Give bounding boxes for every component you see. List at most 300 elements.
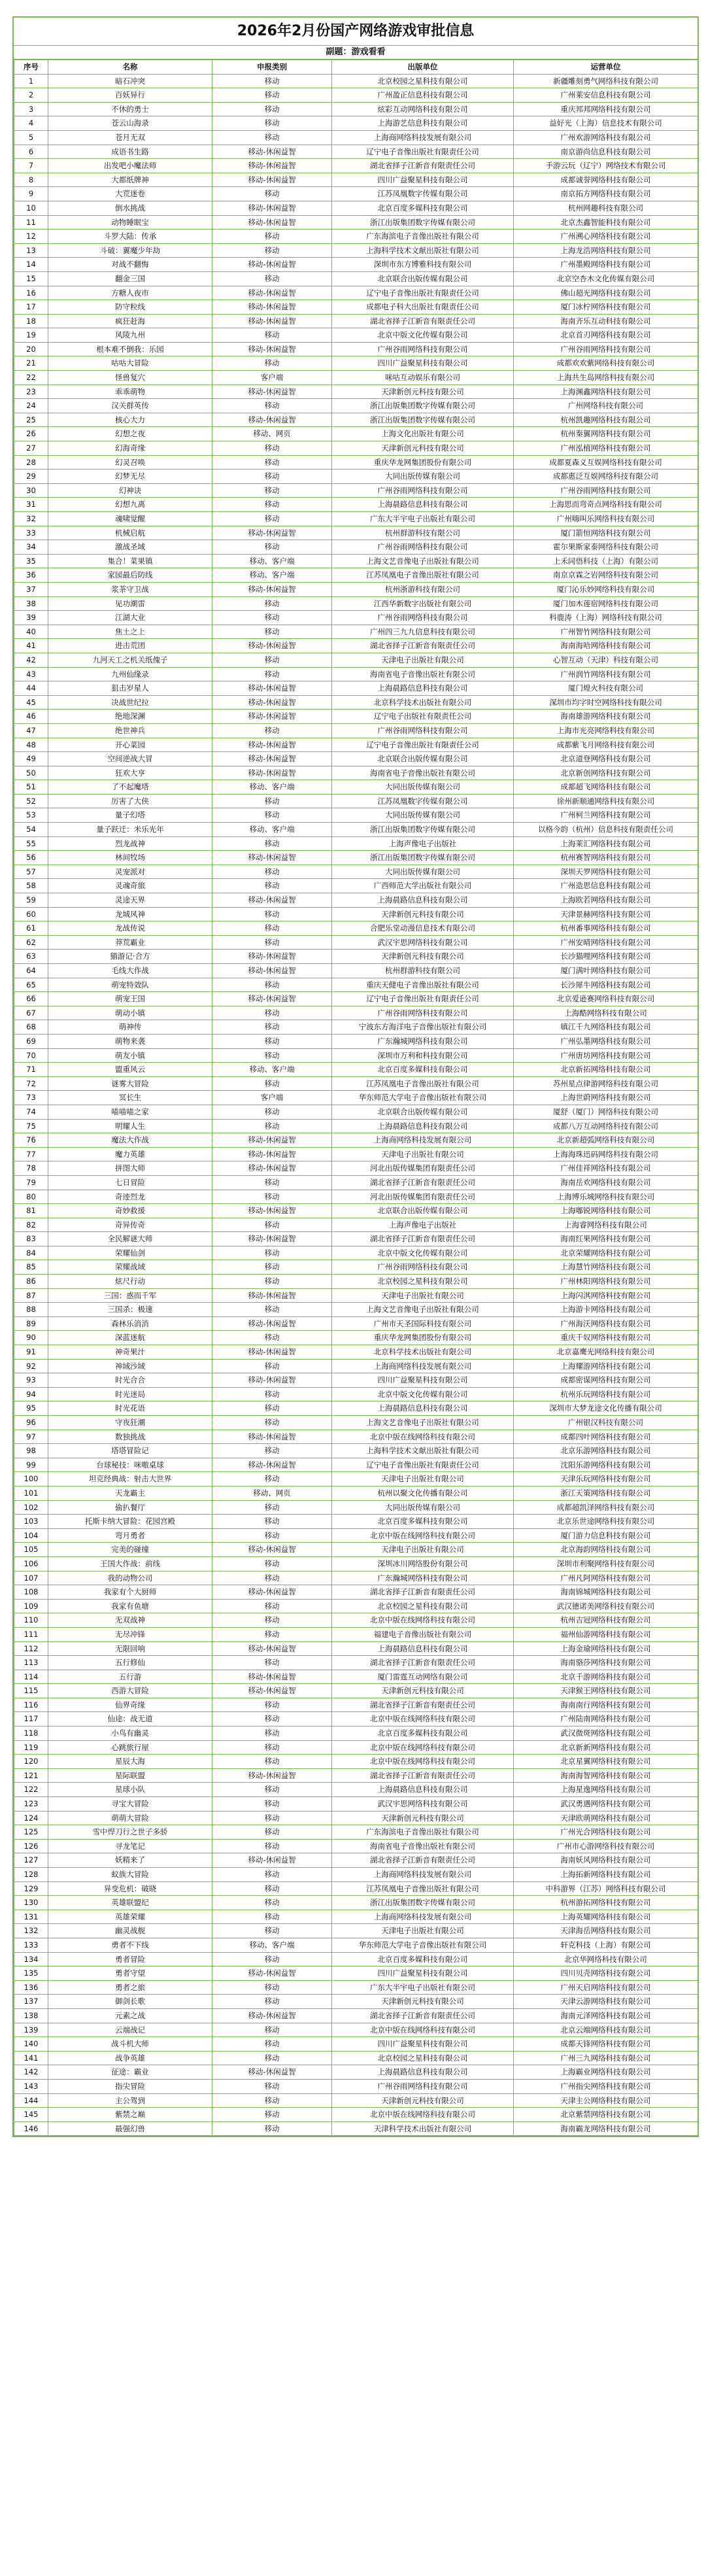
table-row bbox=[14, 1373, 698, 1388]
cell-publisher: 上海商网络科技发展有限公司 bbox=[332, 130, 514, 145]
cell-publisher: 浙江出版集团数字传媒有限公司 bbox=[332, 413, 514, 427]
cell-operator: 上海欧若网络科技有限公司 bbox=[514, 893, 698, 908]
cell-publisher: 江苏凤凰电子音像出版社有限公司 bbox=[332, 1881, 514, 1896]
cell-category: 移动-休闲益智 bbox=[212, 681, 332, 696]
table-row bbox=[14, 1881, 698, 1896]
cell-index: 56 bbox=[14, 851, 48, 865]
cell-category: 移动 bbox=[212, 1359, 332, 1373]
cell-category: 移动-休闲益智 bbox=[212, 639, 332, 653]
cell-name: 见功潮雷 bbox=[48, 596, 212, 611]
cell-category: 移动 bbox=[212, 116, 332, 131]
cell-category: 移动 bbox=[212, 1331, 332, 1345]
cell-operator: 长沙猫哩网络科技有限公司 bbox=[514, 950, 698, 964]
cell-operator: 深圳市利聚网络科技有限公司 bbox=[514, 1556, 698, 1571]
cell-category: 移动-休闲益智 bbox=[212, 1345, 332, 1360]
cell-category: 移动 bbox=[212, 88, 332, 103]
table-row bbox=[14, 893, 698, 908]
cell-category: 移动 bbox=[212, 1599, 332, 1613]
cell-name: 苍月无双 bbox=[48, 130, 212, 145]
cell-publisher: 广州谷雨网络科技有限公司 bbox=[332, 483, 514, 498]
cell-operator: 上海嘟锐网络科技有限公司 bbox=[514, 1204, 698, 1218]
cell-index: 9 bbox=[14, 187, 48, 201]
cell-operator: 天津乐玩网络科技有限公司 bbox=[514, 1472, 698, 1486]
cell-category: 移动 bbox=[212, 1175, 332, 1190]
cell-name: 盟重风云 bbox=[48, 1063, 212, 1077]
cell-category: 移动-休闲益智 bbox=[212, 752, 332, 766]
cell-index: 60 bbox=[14, 907, 48, 921]
cell-index: 143 bbox=[14, 2079, 48, 2093]
cell-operator: 北京华网络科技有限公司 bbox=[514, 1952, 698, 1966]
table-row bbox=[14, 1204, 698, 1218]
table-row bbox=[14, 1246, 698, 1260]
cell-name: 三国：惑而千军 bbox=[48, 1288, 212, 1303]
cell-category: 移动 bbox=[212, 1105, 332, 1119]
cell-category: 移动 bbox=[212, 1515, 332, 1529]
cell-name: 英雄荣耀 bbox=[48, 1910, 212, 1924]
cell-operator: 广州陆南网络科技有限公司 bbox=[514, 1712, 698, 1726]
sheet-subtitle: 副题：游戏看看 bbox=[14, 46, 698, 60]
cell-name: 征途：霸业 bbox=[48, 2065, 212, 2080]
cell-name: 寻龙笔记 bbox=[48, 1839, 212, 1853]
cell-index: 136 bbox=[14, 1980, 48, 1995]
cell-category: 移动 bbox=[212, 1416, 332, 1430]
table-row bbox=[14, 1260, 698, 1275]
cell-publisher: 湖北省择子江新音有限责任公司 bbox=[332, 2008, 514, 2023]
cell-name: 疯狂赶海 bbox=[48, 314, 212, 328]
cell-name: 风陵九州 bbox=[48, 328, 212, 343]
table-row bbox=[14, 879, 698, 893]
cell-operator: 广州弘墨网络科技有限公司 bbox=[514, 1034, 698, 1048]
cell-index: 91 bbox=[14, 1345, 48, 1360]
cell-publisher: 广州盈正信息科技有限公司 bbox=[332, 88, 514, 103]
table-row bbox=[14, 1076, 698, 1091]
table-row bbox=[14, 1472, 698, 1486]
cell-index: 44 bbox=[14, 681, 48, 696]
table-row bbox=[14, 1190, 698, 1204]
cell-category: 移动 bbox=[212, 808, 332, 823]
cell-index: 40 bbox=[14, 625, 48, 639]
cell-name: 莽荒霸业 bbox=[48, 935, 212, 950]
cell-name: 战争英雄 bbox=[48, 2051, 212, 2065]
cell-category: 移动 bbox=[212, 102, 332, 116]
cell-category: 移动 bbox=[212, 1797, 332, 1812]
table-row bbox=[14, 371, 698, 385]
cell-category: 移动 bbox=[212, 74, 332, 88]
cell-category: 移动-休闲益智 bbox=[212, 851, 332, 865]
cell-category: 移动 bbox=[212, 243, 332, 258]
cell-publisher: 北京中版文化传媒有限公司 bbox=[332, 1246, 514, 1260]
cell-publisher: 北京中版文化传媒有限公司 bbox=[332, 328, 514, 343]
cell-index: 116 bbox=[14, 1698, 48, 1712]
table-row bbox=[14, 1853, 698, 1868]
cell-operator: 心智互动（天津）科技有限公司 bbox=[514, 653, 698, 667]
cell-index: 128 bbox=[14, 1868, 48, 1882]
cell-name: 七日冒险 bbox=[48, 1175, 212, 1190]
table-row bbox=[14, 1995, 698, 2009]
cell-name: 最强幻兽 bbox=[48, 2121, 212, 2136]
cell-name: 魔法大作战 bbox=[48, 1133, 212, 1148]
table-row bbox=[14, 1401, 698, 1416]
cell-operator: 杭州乐玩网络科技有限公司 bbox=[514, 1387, 698, 1401]
cell-operator: 成都四叶网络科技有限公司 bbox=[514, 1430, 698, 1444]
cell-index: 132 bbox=[14, 1924, 48, 1938]
cell-category: 移动-休闲益智 bbox=[212, 300, 332, 315]
header-index: 序号 bbox=[14, 60, 48, 75]
cell-category: 移动-休闲益智 bbox=[212, 2008, 332, 2023]
cell-index: 89 bbox=[14, 1316, 48, 1331]
table-row bbox=[14, 1528, 698, 1543]
cell-operator: 北京荣耀网络科技有限公司 bbox=[514, 1246, 698, 1260]
cell-name: 荣耀仙剑 bbox=[48, 1246, 212, 1260]
table-row bbox=[14, 1924, 698, 1938]
cell-index: 129 bbox=[14, 1881, 48, 1896]
cell-index: 3 bbox=[14, 102, 48, 116]
cell-index: 79 bbox=[14, 1175, 48, 1190]
table-row bbox=[14, 145, 698, 159]
cell-name: 浆茶守卫战 bbox=[48, 582, 212, 596]
cell-category: 移动 bbox=[212, 2093, 332, 2108]
cell-index: 36 bbox=[14, 568, 48, 583]
cell-category: 移动-休闲益智 bbox=[212, 286, 332, 300]
cell-category: 移动 bbox=[212, 328, 332, 343]
cell-operator: 成都八万互动网络科技有限公司 bbox=[514, 1119, 698, 1133]
cell-publisher: 上海商网络科技发展有限公司 bbox=[332, 1359, 514, 1373]
cell-index: 22 bbox=[14, 371, 48, 385]
cell-publisher: 辽宁电子音像出版社有限责任公司 bbox=[332, 145, 514, 159]
table-row bbox=[14, 2108, 698, 2122]
table-row bbox=[14, 667, 698, 681]
cell-category: 客户端 bbox=[212, 371, 332, 385]
cell-publisher: 广东瀚城网络科技有限公司 bbox=[332, 1571, 514, 1585]
table-row bbox=[14, 653, 698, 667]
cell-index: 51 bbox=[14, 780, 48, 795]
table-row bbox=[14, 1316, 698, 1331]
cell-operator: 手游云玩（辽宁）网络技术有限公司 bbox=[514, 159, 698, 173]
cell-publisher: 天津新创元科技有限公司 bbox=[332, 907, 514, 921]
cell-publisher: 湖北省择子江新音有限责任公司 bbox=[332, 159, 514, 173]
cell-index: 72 bbox=[14, 1076, 48, 1091]
header-operator: 运营单位 bbox=[514, 60, 698, 75]
cell-index: 21 bbox=[14, 356, 48, 371]
cell-category: 移动 bbox=[212, 512, 332, 526]
cell-name: 萌宠特效队 bbox=[48, 978, 212, 992]
cell-index: 27 bbox=[14, 441, 48, 456]
cell-publisher: 湖北省择子江新音有限责任公司 bbox=[332, 1232, 514, 1246]
cell-publisher: 河北出版传媒集团有限责任公司 bbox=[332, 1190, 514, 1204]
cell-name: 战斗机大师 bbox=[48, 2037, 212, 2052]
cell-publisher: 辽宁电子音像出版社有限责任公司 bbox=[332, 1458, 514, 1472]
cell-category: 移动 bbox=[212, 1755, 332, 1769]
cell-category: 移动-休闲益智 bbox=[212, 145, 332, 159]
cell-category: 移动-休闲益智 bbox=[212, 201, 332, 215]
cell-operator: 北京杰鑫智能科技有限公司 bbox=[514, 215, 698, 230]
cell-operator: 广州佳祥网络科技有限公司 bbox=[514, 1161, 698, 1176]
cell-operator: 海南南行网络科技有限公司 bbox=[514, 1698, 698, 1712]
table-row bbox=[14, 1416, 698, 1430]
cell-operator: 广州造思信息科技有限公司 bbox=[514, 879, 698, 893]
cell-operator: 镇江千九网络科技有限公司 bbox=[514, 1020, 698, 1035]
cell-category: 移动 bbox=[212, 271, 332, 286]
cell-operator: 上海游卡网络科技有限公司 bbox=[514, 1303, 698, 1317]
table-row bbox=[14, 1783, 698, 1797]
cell-operator: 武汉德诺美网络科技有限公司 bbox=[514, 1599, 698, 1613]
cell-category: 移动 bbox=[212, 1190, 332, 1204]
cell-name: 奇异传奇 bbox=[48, 1218, 212, 1232]
cell-index: 127 bbox=[14, 1853, 48, 1868]
cell-index: 106 bbox=[14, 1556, 48, 1571]
table-row bbox=[14, 752, 698, 766]
cell-publisher: 广州谷雨网络科技有限公司 bbox=[332, 540, 514, 555]
cell-category: 移动-休闲益智 bbox=[212, 1543, 332, 1557]
cell-operator: 海南红果网络科技有限公司 bbox=[514, 1232, 698, 1246]
cell-name: 塔塔冒险记 bbox=[48, 1444, 212, 1458]
cell-publisher: 北京校园之星科技有限公司 bbox=[332, 2051, 514, 2065]
cell-index: 68 bbox=[14, 1020, 48, 1035]
cell-publisher: 上海晨路信息科技有限公司 bbox=[332, 2065, 514, 2080]
table-row bbox=[14, 1458, 698, 1472]
table-row bbox=[14, 413, 698, 427]
cell-name: 苍云山海录 bbox=[48, 116, 212, 131]
cell-name: 荣耀战域 bbox=[48, 1260, 212, 1275]
cell-operator: 北京星翼网络科技有限公司 bbox=[514, 1755, 698, 1769]
cell-operator: 上海思而弯奇点网络科技有限公司 bbox=[514, 498, 698, 512]
cell-publisher: 广西师范大学出版社有限公司 bbox=[332, 879, 514, 893]
table-row bbox=[14, 1119, 698, 1133]
cell-operator: 长沙犀牛网络科技有限公司 bbox=[514, 978, 698, 992]
cell-operator: 深圳市均字时空网络科技有限公司 bbox=[514, 695, 698, 710]
cell-operator: 重庆千奴网络科技有限公司 bbox=[514, 1331, 698, 1345]
cell-operator: 浙江天策网络科技有限公司 bbox=[514, 1486, 698, 1500]
cell-category: 移动-休闲益智 bbox=[212, 1133, 332, 1148]
cell-operator: 广州溯心网络科技有限公司 bbox=[514, 230, 698, 244]
cell-index: 50 bbox=[14, 766, 48, 780]
cell-operator: 成都紫飞月网络科技有限公司 bbox=[514, 738, 698, 752]
cell-name: 御剑长歌 bbox=[48, 1995, 212, 2009]
table-row bbox=[14, 1359, 698, 1373]
cell-category: 移动 bbox=[212, 1472, 332, 1486]
table-row bbox=[14, 1486, 698, 1500]
cell-publisher: 广州四三九九信息科技有限公司 bbox=[332, 625, 514, 639]
cell-publisher: 江苏凤凰电子音像出版社有限公司 bbox=[332, 568, 514, 583]
cell-index: 85 bbox=[14, 1260, 48, 1275]
cell-name: 成语书生路 bbox=[48, 145, 212, 159]
cell-category: 移动 bbox=[212, 667, 332, 681]
cell-index: 70 bbox=[14, 1048, 48, 1063]
cell-index: 104 bbox=[14, 1528, 48, 1543]
cell-category: 移动 bbox=[212, 441, 332, 456]
cell-name: 坦克经典战：射击大世界 bbox=[48, 1472, 212, 1486]
cell-operator: 上海星逸网络科技有限公司 bbox=[514, 1783, 698, 1797]
cell-category: 移动 bbox=[212, 1275, 332, 1289]
cell-name: 进击荒团 bbox=[48, 639, 212, 653]
cell-category: 移动 bbox=[212, 1218, 332, 1232]
cell-index: 15 bbox=[14, 271, 48, 286]
cell-operator: 海南岳欢网络科技有限公司 bbox=[514, 1175, 698, 1190]
cell-operator: 南京京霖之岩网络科技有限公司 bbox=[514, 568, 698, 583]
cell-category: 移动 bbox=[212, 625, 332, 639]
table-row bbox=[14, 427, 698, 441]
table-row bbox=[14, 385, 698, 399]
cell-index: 24 bbox=[14, 399, 48, 413]
cell-category: 移动-休闲益智 bbox=[212, 173, 332, 187]
cell-operator: 厦门煌火科技有限公司 bbox=[514, 681, 698, 696]
cell-publisher: 大同出版传媒有限公司 bbox=[332, 780, 514, 795]
cell-category: 移动-休闲益智 bbox=[212, 526, 332, 540]
cell-operator: 杭州凯趣网络科技有限公司 bbox=[514, 413, 698, 427]
cell-category: 移动 bbox=[212, 907, 332, 921]
cell-index: 53 bbox=[14, 808, 48, 823]
cell-name: 了不起魔塔 bbox=[48, 780, 212, 795]
cell-publisher: 北京百度多媒科技有限公司 bbox=[332, 1952, 514, 1966]
cell-publisher: 宁波东方海洋电子音像出版社有限公司 bbox=[332, 1020, 514, 1035]
cell-category: 移动 bbox=[212, 1825, 332, 1840]
cell-category: 移动 bbox=[212, 1712, 332, 1726]
cell-publisher: 辽宁电子音像出版社有限责任公司 bbox=[332, 992, 514, 1006]
cell-index: 33 bbox=[14, 526, 48, 540]
cell-index: 110 bbox=[14, 1613, 48, 1628]
cell-index: 93 bbox=[14, 1373, 48, 1388]
cell-name: 时光合合 bbox=[48, 1373, 212, 1388]
cell-publisher: 杭州群游科技有限公司 bbox=[332, 964, 514, 978]
cell-name: 暗石冲突 bbox=[48, 74, 212, 88]
cell-operator: 新疆雕刻勇气网络科技有限公司 bbox=[514, 74, 698, 88]
table-row bbox=[14, 1303, 698, 1317]
cell-index: 83 bbox=[14, 1232, 48, 1246]
cell-publisher: 湖北省择子江新音有限责任公司 bbox=[332, 1768, 514, 1783]
table-row bbox=[14, 1952, 698, 1966]
cell-index: 138 bbox=[14, 2008, 48, 2023]
cell-name: 家园最后防线 bbox=[48, 568, 212, 583]
table-row bbox=[14, 1543, 698, 1557]
cell-name: 咕咕大冒险 bbox=[48, 356, 212, 371]
cell-category: 移动-休闲益智 bbox=[212, 1966, 332, 1981]
table-row bbox=[14, 1063, 698, 1077]
cell-operator: 科鹿涛（上海）网络科技有限公司 bbox=[514, 611, 698, 625]
cell-category: 移动 bbox=[212, 1924, 332, 1938]
cell-operator: 广州天启网络科技有限公司 bbox=[514, 1980, 698, 1995]
cell-operator: 重庆邦邦网络科技有限公司 bbox=[514, 102, 698, 116]
table-row bbox=[14, 498, 698, 512]
cell-category: 移动 bbox=[212, 356, 332, 371]
cell-index: 95 bbox=[14, 1401, 48, 1416]
cell-operator: 徐州新顺通网络科技有限公司 bbox=[514, 794, 698, 808]
cell-publisher: 上海商网络科技发展有限公司 bbox=[332, 1868, 514, 1882]
cell-publisher: 海南省电子音像出版社有限公司 bbox=[332, 766, 514, 780]
cell-category: 移动-休闲益智 bbox=[212, 1430, 332, 1444]
cell-operator: 广州智竹网络科技有限公司 bbox=[514, 625, 698, 639]
cell-publisher: 湖北省择子江新音有限责任公司 bbox=[332, 639, 514, 653]
cell-category: 移动 bbox=[212, 611, 332, 625]
cell-name: 九州仙缘录 bbox=[48, 667, 212, 681]
cell-name: 拼图大师 bbox=[48, 1161, 212, 1176]
cell-index: 142 bbox=[14, 2065, 48, 2080]
cell-name: 狙击岁星人 bbox=[48, 681, 212, 696]
table-row bbox=[14, 808, 698, 823]
cell-name: 幻想九离 bbox=[48, 498, 212, 512]
cell-publisher: 北京百度多媒科技有限公司 bbox=[332, 1063, 514, 1077]
cell-name: 机械启航 bbox=[48, 526, 212, 540]
cell-operator: 上海英耀网络科技有限公司 bbox=[514, 1910, 698, 1924]
cell-operator: 海南霸龙网络科技有限公司 bbox=[514, 2121, 698, 2136]
table-row bbox=[14, 1641, 698, 1656]
table-row bbox=[14, 1006, 698, 1020]
cell-index: 96 bbox=[14, 1416, 48, 1430]
cell-name: 绝世神兵 bbox=[48, 723, 212, 738]
cell-publisher: 广东大半宇电子出版社有限公司 bbox=[332, 512, 514, 526]
cell-operator: 厦舒（厦门）网络科技有限公司 bbox=[514, 1105, 698, 1119]
cell-category: 移动 bbox=[212, 596, 332, 611]
game-approval-sheet bbox=[12, 16, 699, 2137]
cell-category: 移动 bbox=[212, 1627, 332, 1641]
cell-category: 移动-休闲益智 bbox=[212, 738, 332, 752]
cell-index: 80 bbox=[14, 1190, 48, 1204]
cell-index: 120 bbox=[14, 1755, 48, 1769]
cell-category: 移动 bbox=[212, 1034, 332, 1048]
cell-category: 移动 bbox=[212, 2051, 332, 2065]
cell-publisher: 华东师范大学电子音像出版社有限公司 bbox=[332, 1091, 514, 1105]
cell-index: 47 bbox=[14, 723, 48, 738]
cell-publisher: 广州市天圣国际科技有限公司 bbox=[332, 1316, 514, 1331]
cell-publisher: 海南省电子音像出版社有限公司 bbox=[332, 1839, 514, 1853]
cell-index: 8 bbox=[14, 173, 48, 187]
cell-operator: 武汉勇遇网络科技有限公司 bbox=[514, 1797, 698, 1812]
cell-publisher: 天津电子出版社有限公司 bbox=[332, 1147, 514, 1161]
cell-index: 7 bbox=[14, 159, 48, 173]
table-row bbox=[14, 780, 698, 795]
cell-operator: 杭州游拓网络科技有限公司 bbox=[514, 1896, 698, 1910]
table-row bbox=[14, 1175, 698, 1190]
cell-index: 71 bbox=[14, 1063, 48, 1077]
cell-operator: 成都诚誉网络科技有限公司 bbox=[514, 173, 698, 187]
table-row bbox=[14, 2023, 698, 2037]
cell-publisher: 辽宁电子出版社有限责任公司 bbox=[332, 710, 514, 724]
cell-name: 萌宠王国 bbox=[48, 992, 212, 1006]
cell-operator: 海南锦城网络科技有限公司 bbox=[514, 1585, 698, 1600]
cell-name: 量子跃迁：米乐光年 bbox=[48, 823, 212, 837]
cell-operator: 福州仙游网络科技有限公司 bbox=[514, 1627, 698, 1641]
table-row bbox=[14, 1910, 698, 1924]
cell-name: 星辰大海 bbox=[48, 1755, 212, 1769]
cell-name: 弯月勇者 bbox=[48, 1528, 212, 1543]
cell-category: 移动-休闲益智 bbox=[212, 710, 332, 724]
cell-operator: 海南齐乐互动科技有限公司 bbox=[514, 314, 698, 328]
cell-name: 无尽冲锋 bbox=[48, 1627, 212, 1641]
cell-name: 时光迷局 bbox=[48, 1387, 212, 1401]
cell-operator: 广州市心游网络科技有限公司 bbox=[514, 1839, 698, 1853]
table-row bbox=[14, 639, 698, 653]
cell-index: 41 bbox=[14, 639, 48, 653]
cell-operator: 广州润竹网络科技有限公司 bbox=[514, 667, 698, 681]
cell-name: 王国大作战：前线 bbox=[48, 1556, 212, 1571]
cell-publisher: 大同出版传媒有限公司 bbox=[332, 1500, 514, 1515]
table-row bbox=[14, 1556, 698, 1571]
cell-operator: 北京嘉鹰光网络科技有限公司 bbox=[514, 1345, 698, 1360]
cell-category: 移动、客户端 bbox=[212, 1063, 332, 1077]
cell-category: 移动 bbox=[212, 1839, 332, 1853]
cell-index: 38 bbox=[14, 596, 48, 611]
cell-name: 深蓝迷航 bbox=[48, 1331, 212, 1345]
cell-name: 狂欢大亨 bbox=[48, 766, 212, 780]
cell-name: 对战不翻悔 bbox=[48, 258, 212, 272]
table-row bbox=[14, 1712, 698, 1726]
cell-index: 17 bbox=[14, 300, 48, 315]
cell-operator: 成都夏森义互娱网络科技有限公司 bbox=[514, 455, 698, 470]
cell-publisher: 上海文艺音像电子出版社有限公司 bbox=[332, 1416, 514, 1430]
cell-name: 无限回响 bbox=[48, 1641, 212, 1656]
cell-index: 87 bbox=[14, 1288, 48, 1303]
cell-operator: 成都天锋网络科技有限公司 bbox=[514, 2037, 698, 2052]
cell-operator: 成都超凯泽网络科技有限公司 bbox=[514, 1500, 698, 1515]
